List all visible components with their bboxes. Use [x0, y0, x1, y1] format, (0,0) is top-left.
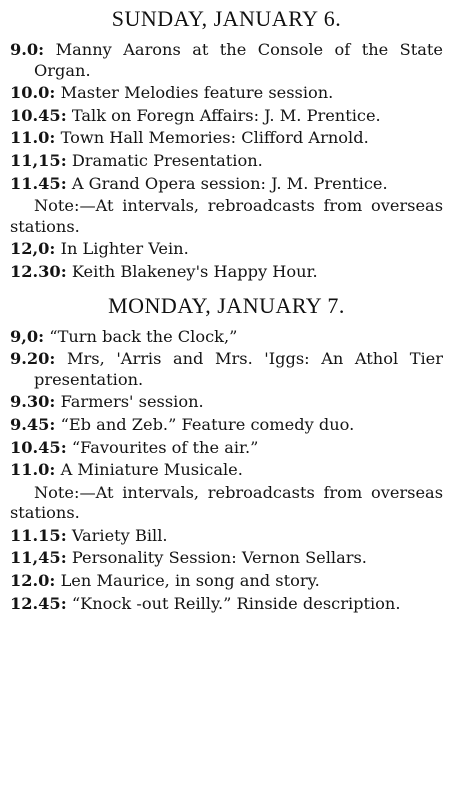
entry-time: 12,0: — [10, 239, 56, 259]
entry-text: “Favourites of the air.” — [71, 437, 259, 457]
program-entry — [10, 438, 443, 459]
entry-time: 11.0: — [10, 460, 56, 480]
program-entry — [10, 262, 443, 283]
entry-time: 11.0: — [10, 128, 56, 148]
entry-text: Dramatic Presentation. — [71, 150, 263, 170]
entry-text: A Miniature Musicale. — [60, 460, 243, 480]
entry-text: In Lighter Vein. — [60, 239, 189, 259]
entry-time: 9.30: — [10, 392, 56, 412]
entry-text: Personality Session: Vernon Sellars. — [71, 548, 367, 568]
program-note: Note:—At intervals, rebroadcasts from overseas stations. — [10, 482, 443, 523]
entry-time: 11.15: — [10, 525, 67, 545]
entry-time: 12.45: — [10, 593, 67, 613]
entry-text: A Grand Opera session: J. M. Prentice. — [71, 173, 388, 193]
program-entry — [10, 174, 443, 195]
entry-time: 12.0: — [10, 571, 56, 591]
program-entry — [10, 571, 443, 592]
entry-time: 12.30: — [10, 261, 67, 281]
entry-text: “Knock -out Reilly.” Rinside description. — [71, 593, 401, 613]
day-section-sunday — [10, 6, 443, 283]
entry-time: 11.45: — [10, 173, 67, 193]
program-entry — [10, 526, 443, 547]
day-heading: SUNDAY, JANUARY 6. — [111, 6, 342, 31]
entry-time: 11,15: — [10, 150, 67, 170]
program-entry — [10, 151, 443, 172]
program-entry — [10, 349, 443, 390]
program-entry — [10, 106, 443, 127]
entry-text: Keith Blakeney's Happy Hour. — [71, 261, 318, 281]
entry-text: Mrs, 'Arris and Mrs. 'Iggs: An Athol Tier presentation. — [34, 349, 443, 389]
entry-time: 10.45: — [10, 437, 67, 457]
entry-text: Farmers' session. — [60, 392, 204, 412]
entry-time: 10.45: — [10, 105, 67, 125]
entry-time: 9.45: — [10, 414, 56, 434]
entry-text: Manny Aarons at the Console of the State Organ. — [34, 40, 443, 80]
entry-text: “Turn back the Clock,” — [49, 326, 238, 346]
program-entry — [10, 128, 443, 149]
entry-time: 9.20: — [10, 349, 56, 369]
entry-time: 9.0: — [10, 40, 45, 59]
entry-text: Variety Bill. — [71, 525, 168, 545]
entry-time: 11,45: — [10, 548, 67, 568]
program-entry — [10, 239, 443, 260]
entry-text: “Eb and Zeb.” Feature comedy duo. — [60, 414, 355, 434]
entry-text: Talk on Foregn Affairs: J. M. Prentice. — [71, 105, 381, 125]
program-entry — [10, 83, 443, 104]
entry-text: Town Hall Memories: Clifford Arnold. — [60, 128, 369, 148]
entry-text: Len Maurice, in song and story. — [60, 571, 320, 591]
program-entry — [10, 548, 443, 569]
program-entry — [10, 415, 443, 436]
program-entry — [10, 327, 443, 348]
day-section-monday — [10, 293, 443, 615]
program-note: Note:—At intervals, rebroadcasts from overseas stations. — [10, 196, 443, 236]
day-heading: MONDAY, JANUARY 7. — [108, 292, 345, 318]
program-entry — [10, 460, 443, 481]
entry-time: 10.0: — [10, 83, 56, 103]
program-entry — [10, 392, 443, 413]
program-entry — [10, 594, 443, 615]
entry-time: 9,0: — [10, 326, 45, 346]
program-entry — [10, 40, 443, 81]
entry-text: Master Melodies feature session. — [60, 83, 334, 103]
